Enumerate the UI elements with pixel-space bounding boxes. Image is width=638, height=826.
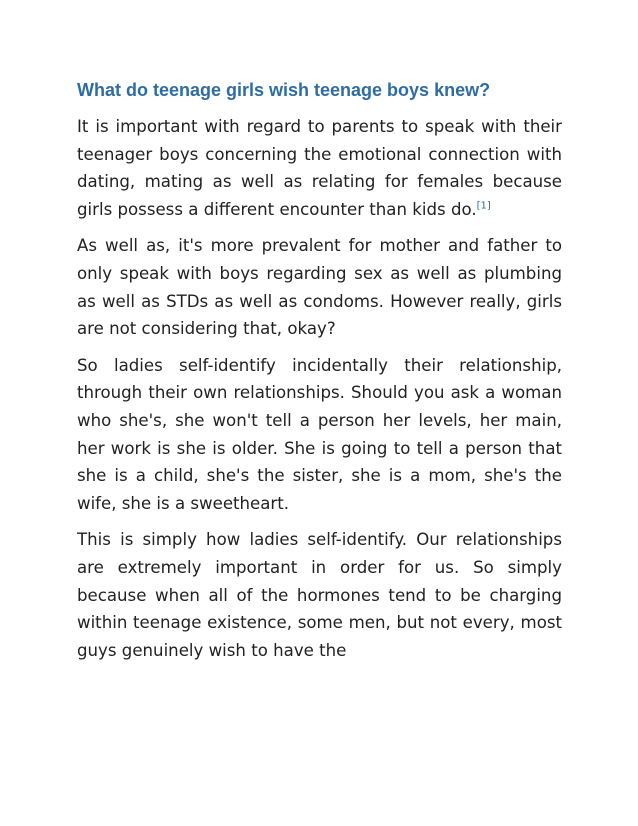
paragraph-text: As well as, it's more prevalent for mother and father to only speak with boys regarding sex as well as plumbing as well as STDs as well as condoms. However really, girls are not considering that, okay? [77,236,562,339]
document-page [77,77,562,673]
paragraph-text: So ladies self-identify incidentally their relationship, through their own relationships. Should you ask a woman who she's, she won't tell a person her levels, her main, her work is she is older. She is going to tell a person that she is a child, she's the sister, she is a mom, she's the wife, she is a sweetheart. [77,355,562,513]
footnote-link[interactable]: [1] [476,200,491,212]
paragraph-3 [77,352,562,518]
paragraph-1 [77,113,562,223]
paragraph-text: This is simply how ladies self-identify. Our relationships are extremely important in order for us. So simply because when all of the hormones tend to be charging within teenage existence, some men, but not every, most guys genuinely wish to have the [77,530,562,660]
article-heading: What do teenage girls wish teenage boys knew? [77,80,491,100]
paragraph-2 [77,232,562,342]
paragraph-text: It is important with regard to parents to speak with their teenager boys concerning the emotional connection with dating, mating as well as relating for females because girls possess a different encounter than kids do. [77,117,562,219]
paragraph-4 [77,526,562,664]
